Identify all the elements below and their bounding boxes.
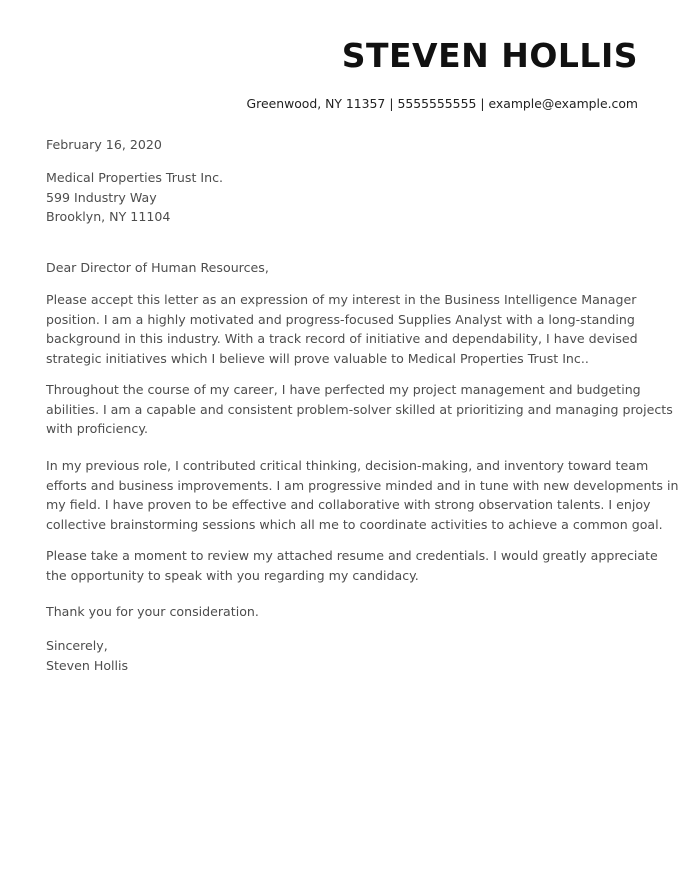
contact-email: example@example.com — [488, 96, 638, 111]
letter-date: February 16, 2020 — [46, 137, 162, 152]
contact-separator: | — [389, 96, 394, 111]
contact-location: Greenwood, NY 11357 — [246, 96, 386, 111]
signoff-block — [46, 636, 646, 675]
recipient-company: Medical Properties Trust Inc. — [46, 170, 224, 185]
signature-name: Steven Hollis — [46, 657, 129, 673]
closing-thanks: Thank you for your consideration. — [46, 604, 259, 619]
paragraph-4: Please take a moment to review my attached resume and credentials. I would greatly appreciate the opportunity to speak with you regarding my candidacy. — [46, 548, 658, 583]
contact-line — [247, 96, 638, 111]
paragraph-2: Throughout the course of my career, I have perfected my project management and budgeting abilities. I am a capable and consistent problem-solver skilled at prioritizing and managing projects with proficiency. — [46, 382, 673, 436]
recipient-address — [46, 168, 646, 227]
contact-phone: 5555555555 — [397, 96, 477, 111]
signoff: Sincerely, — [46, 638, 108, 653]
salutation: Dear Director of Human Resources, — [46, 260, 269, 275]
applicant-name: STEVEN HOLLIS — [341, 36, 638, 75]
paragraph-1: Please accept this letter as an expression of my interest in the Business Intelligence Manager position. I am a highly motivated and progress-focused Supplies Analyst with a long-standing background in this industry. With a track record of initiative and dependability, I have devised strategic initiatives which I believe will prove valuable to Medical Properties Trust Inc.. — [46, 292, 638, 366]
contact-separator: | — [480, 96, 485, 111]
recipient-city: Brooklyn, NY 11104 — [46, 209, 171, 224]
paragraph-3: In my previous role, I contributed critical thinking, decision-making, and inventory toward team efforts and business improvements. I am progressive minded and in tune with new developments in my field. I have proven to be effective and collaborative with strong observation talents. I enjoy collective brainstorming sessions which all me to coordinate activities to achieve a common goal. — [46, 458, 679, 532]
recipient-street: 599 Industry Way — [46, 189, 157, 205]
